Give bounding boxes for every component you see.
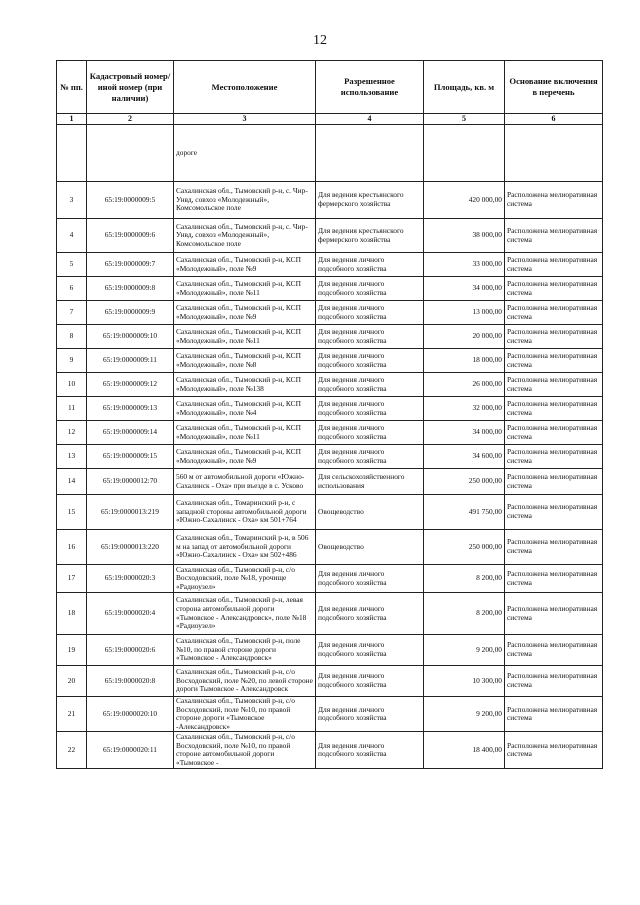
row-number: 21 <box>57 697 87 732</box>
location-cell: Сахалинская обл., Тымовский р-н, с. Чир-Унвд, совхоз «Молодежный», Комсомольское поле <box>174 219 316 253</box>
page-number: 12 <box>313 33 327 48</box>
inclusion-basis-cell: Расположена мелиоративная система <box>505 277 603 301</box>
row-number: 5 <box>57 253 87 277</box>
inclusion-basis-cell: Расположена мелиоративная система <box>505 445 603 469</box>
table-row <box>57 565 603 593</box>
permitted-use-cell: Для ведения крестьянского фермерского хозяйства <box>316 219 424 253</box>
inclusion-basis-cell: Расположена мелиоративная система <box>505 565 603 593</box>
location-cell: Сахалинская обл., Тымовский р-н, КСП «Молодежный», поле №11 <box>174 325 316 349</box>
area-cell: 250 000,00 <box>424 530 505 565</box>
area-cell: 34 600,00 <box>424 445 505 469</box>
cadastral-number: 65:19:0000009:5 <box>87 182 174 219</box>
table-row <box>57 697 603 732</box>
area-cell: 18 000,00 <box>424 349 505 373</box>
cadastral-number: 65:19:0000013:220 <box>87 530 174 565</box>
row-number: 10 <box>57 373 87 397</box>
cadastral-number: 65:19:0000020:11 <box>87 732 174 769</box>
continuation-location: дороге <box>174 125 316 182</box>
inclusion-basis-cell: Расположена мелиоративная система <box>505 732 603 769</box>
cadastral-number: 65:19:0000020:6 <box>87 635 174 666</box>
inclusion-basis-cell: Расположена мелиоративная система <box>505 635 603 666</box>
permitted-use-cell: Для ведения личного подсобного хозяйства <box>316 373 424 397</box>
inclusion-basis-cell: Расположена мелиоративная система <box>505 373 603 397</box>
inclusion-basis-cell: Расположена мелиоративная система <box>505 253 603 277</box>
area-cell: 8 200,00 <box>424 565 505 593</box>
continuation-row <box>57 125 603 182</box>
header-cadastral: Кадастровый номер/иной номер (при наличии) <box>87 61 174 114</box>
area-cell: 420 000,00 <box>424 182 505 219</box>
cadastral-number: 65:19:0000009:11 <box>87 349 174 373</box>
inclusion-basis-cell: Расположена мелиоративная система <box>505 593 603 635</box>
area-cell: 34 000,00 <box>424 421 505 445</box>
location-cell: Сахалинская обл., Тымовский р-н, с/о Восходовский, поле №10, по правой стороне дороги «Тымовское -Александровск» <box>174 697 316 732</box>
permitted-use-cell: Для ведения личного подсобного хозяйства <box>316 397 424 421</box>
inclusion-basis-cell: Расположена мелиоративная система <box>505 325 603 349</box>
row-number: 16 <box>57 530 87 565</box>
inclusion-basis-cell: Расположена мелиоративная система <box>505 219 603 253</box>
permitted-use-cell: Для ведения личного подсобного хозяйства <box>316 593 424 635</box>
cadastral-number: 65:19:0000012:70 <box>87 469 174 495</box>
column-number: 6 <box>505 114 603 125</box>
inclusion-basis-cell: Расположена мелиоративная система <box>505 530 603 565</box>
permitted-use-cell: Овощеводство <box>316 530 424 565</box>
location-cell: Сахалинская обл., Тымовский р-н, КСП «Молодежный», поле №9 <box>174 301 316 325</box>
permitted-use-cell: Для ведения личного подсобного хозяйства <box>316 565 424 593</box>
row-number: 13 <box>57 445 87 469</box>
table-row <box>57 253 603 277</box>
inclusion-basis-cell: Расположена мелиоративная система <box>505 697 603 732</box>
column-number-row <box>57 114 603 125</box>
location-cell: Сахалинская обл., Тымовский р-н, с/о Восходовский, поле №20, по левой стороне дороги Тымовское - Александровск <box>174 666 316 697</box>
area-cell: 20 000,00 <box>424 325 505 349</box>
row-number: 9 <box>57 349 87 373</box>
table-row <box>57 732 603 769</box>
table-row <box>57 530 603 565</box>
table-row <box>57 635 603 666</box>
header-use: Разрешенное использование <box>316 61 424 114</box>
area-cell: 8 200,00 <box>424 593 505 635</box>
header-location: Местоположение <box>174 61 316 114</box>
cadastral-number: 65:19:0000009:15 <box>87 445 174 469</box>
table-row <box>57 277 603 301</box>
row-number: 11 <box>57 397 87 421</box>
table-row <box>57 325 603 349</box>
inclusion-basis-cell: Расположена мелиоративная система <box>505 495 603 530</box>
inclusion-basis-cell: Расположена мелиоративная система <box>505 421 603 445</box>
permitted-use-cell: Для ведения личного подсобного хозяйства <box>316 253 424 277</box>
cadastral-number: 65:19:0000009:6 <box>87 219 174 253</box>
location-cell: Сахалинская обл., Тымовский р-н, КСП «Молодежный», поле №9 <box>174 445 316 469</box>
permitted-use-cell: Для ведения личного подсобного хозяйства <box>316 445 424 469</box>
cadastral-number: 65:19:0000009:10 <box>87 325 174 349</box>
table-row <box>57 397 603 421</box>
column-number: 5 <box>424 114 505 125</box>
table-row <box>57 182 603 219</box>
location-cell: Сахалинская обл., Тымовский р-н, КСП «Молодежный», поле №9 <box>174 253 316 277</box>
area-cell: 38 000,00 <box>424 219 505 253</box>
cadastral-number: 65:19:0000009:13 <box>87 397 174 421</box>
row-number: 14 <box>57 469 87 495</box>
table-row <box>57 373 603 397</box>
permitted-use-cell: Для ведения личного подсобного хозяйства <box>316 277 424 301</box>
location-cell: Сахалинская обл., Тымовский р-н, КСП «Молодежный», поле №8 <box>174 349 316 373</box>
location-cell: Сахалинская обл., Тымовский р-н, КСП «Молодежный», поле №11 <box>174 277 316 301</box>
column-number: 4 <box>316 114 424 125</box>
cadastral-number: 65:19:0000020:8 <box>87 666 174 697</box>
permitted-use-cell: Овощеводство <box>316 495 424 530</box>
cadastral-number: 65:19:0000009:14 <box>87 421 174 445</box>
cadastral-number: 65:19:0000009:12 <box>87 373 174 397</box>
permitted-use-cell: Для ведения личного подсобного хозяйства <box>316 301 424 325</box>
header-basis: Основание включения в перечень <box>505 61 603 114</box>
permitted-use-cell: Для ведения личного подсобного хозяйства <box>316 697 424 732</box>
area-cell: 10 300,00 <box>424 666 505 697</box>
table-row <box>57 421 603 445</box>
area-cell: 18 400,00 <box>424 732 505 769</box>
row-number: 8 <box>57 325 87 349</box>
table-row <box>57 445 603 469</box>
area-cell: 32 000,00 <box>424 397 505 421</box>
inclusion-basis-cell: Расположена мелиоративная система <box>505 666 603 697</box>
header-no: № пп. <box>57 61 87 114</box>
inclusion-basis-cell: Расположена мелиоративная система <box>505 397 603 421</box>
area-cell: 250 000,00 <box>424 469 505 495</box>
area-cell: 9 200,00 <box>424 635 505 666</box>
location-cell: Сахалинская обл., Тымовский р-н, КСП «Молодежный», поле №4 <box>174 397 316 421</box>
inclusion-basis-cell: Расположена мелиоративная система <box>505 349 603 373</box>
permitted-use-cell: Для ведения крестьянского фермерского хозяйства <box>316 182 424 219</box>
table-row <box>57 219 603 253</box>
cadastral-number: 65:19:0000009:7 <box>87 253 174 277</box>
area-cell: 34 000,00 <box>424 277 505 301</box>
table-row <box>57 666 603 697</box>
permitted-use-cell: Для ведения личного подсобного хозяйства <box>316 325 424 349</box>
column-number: 1 <box>57 114 87 125</box>
inclusion-basis-cell: Расположена мелиоративная система <box>505 301 603 325</box>
area-cell: 26 000,00 <box>424 373 505 397</box>
row-number: 4 <box>57 219 87 253</box>
cadastral-number: 65:19:0000009:9 <box>87 301 174 325</box>
permitted-use-cell: Для ведения личного подсобного хозяйства <box>316 635 424 666</box>
permitted-use-cell: Для ведения личного подсобного хозяйства <box>316 732 424 769</box>
location-cell: Сахалинская обл., Тымовский р-н, левая сторона автомобильной дороги «Тымовское - Александровск», поле №18 «Радиоузел» <box>174 593 316 635</box>
location-cell: Сахалинская обл., Томаринский р-н, с западной стороны автомобильной дороги «Южно-Сахалинск - Оха» км 501+764 <box>174 495 316 530</box>
permitted-use-cell: Для ведения личного подсобного хозяйства <box>316 349 424 373</box>
area-cell: 9 200,00 <box>424 697 505 732</box>
area-cell: 491 750,00 <box>424 495 505 530</box>
table-row <box>57 495 603 530</box>
column-number: 3 <box>174 114 316 125</box>
location-cell: Сахалинская обл., Тымовский р-н, КСП «Молодежный», поле №138 <box>174 373 316 397</box>
table-row <box>57 349 603 373</box>
table-row <box>57 469 603 495</box>
header-row <box>57 61 603 114</box>
row-number: 20 <box>57 666 87 697</box>
row-number: 7 <box>57 301 87 325</box>
inclusion-basis-cell: Расположена мелиоративная система <box>505 182 603 219</box>
row-number: 6 <box>57 277 87 301</box>
inclusion-basis-cell: Расположена мелиоративная система <box>505 469 603 495</box>
row-number: 12 <box>57 421 87 445</box>
cadastral-number: 65:19:0000020:10 <box>87 697 174 732</box>
location-cell: Сахалинская обл., Тымовский р-н, поле №10, по правой стороне дороги «Тымовское - Александровск» <box>174 635 316 666</box>
cadastral-number: 65:19:0000020:4 <box>87 593 174 635</box>
row-number: 18 <box>57 593 87 635</box>
table-row <box>57 593 603 635</box>
row-number: 19 <box>57 635 87 666</box>
cadastral-number: 65:19:0000009:8 <box>87 277 174 301</box>
row-number: 22 <box>57 732 87 769</box>
location-cell: Сахалинская обл., Тымовский р-н, КСП «Молодежный», поле №11 <box>174 421 316 445</box>
header-area: Площадь, кв. м <box>424 61 505 114</box>
row-number: 3 <box>57 182 87 219</box>
permitted-use-cell: Для ведения личного подсобного хозяйства <box>316 666 424 697</box>
land-register-table <box>56 60 603 769</box>
table-row <box>57 301 603 325</box>
row-number: 15 <box>57 495 87 530</box>
cadastral-number: 65:19:0000020:3 <box>87 565 174 593</box>
row-number: 17 <box>57 565 87 593</box>
cadastral-number: 65:19:0000013:219 <box>87 495 174 530</box>
location-cell: Сахалинская обл., Тымовский р-н, с/о Восходовский, поле №18, урочище «Радиоузел» <box>174 565 316 593</box>
location-cell: 560 м от автомобильной дороги «Южно-Сахалинск - Оха» при въезде в с. Усково <box>174 469 316 495</box>
permitted-use-cell: Для сельскохозяйственного использования <box>316 469 424 495</box>
location-cell: Сахалинская обл., Тымовский р-н, с/о Восходовский, поле №10, по правой стороне автомобильной дороги «Тымовское - <box>174 732 316 769</box>
permitted-use-cell: Для ведения личного подсобного хозяйства <box>316 421 424 445</box>
area-cell: 13 000,00 <box>424 301 505 325</box>
column-number: 2 <box>87 114 174 125</box>
location-cell: Сахалинская обл., Тымовский р-н, с. Чир-Унвд, совхоз «Молодежный», Комсомольское поле <box>174 182 316 219</box>
location-cell: Сахалинская обл., Томаринский р-н, в 506 м на запад от автомобильной дороги «Южно-Сахалинск - Оха» км 502+486 <box>174 530 316 565</box>
area-cell: 33 000,00 <box>424 253 505 277</box>
